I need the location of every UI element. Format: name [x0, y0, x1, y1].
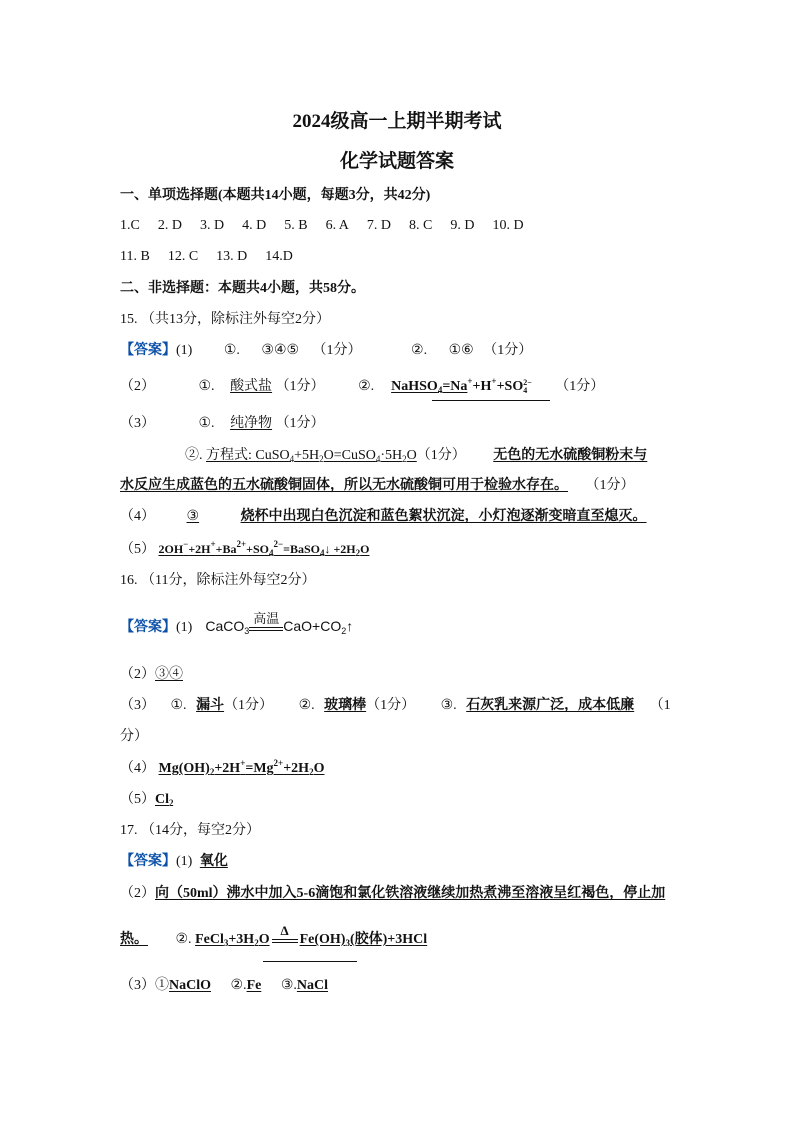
answer-value: NaClO: [169, 978, 211, 993]
choice-marker: ②.: [175, 932, 192, 947]
q16-part3: [120, 696, 671, 716]
choice-marker: ①.: [198, 379, 215, 394]
decomposition-equation: CaCO$_3$ 高温 $CaO+CO_2↑$: [205, 611, 354, 636]
score-note: （1分）: [312, 343, 362, 358]
q15-part2: [120, 377, 604, 397]
q17-header: 17. （14分，每空2分）: [120, 823, 260, 838]
part-label: (1): [176, 854, 193, 869]
choice-marker: ②.: [185, 448, 203, 463]
hydrate-equation: 方程式: $CuSO_4+5H_2O=CuSO_4\cdot 5H_2O$: [206, 448, 417, 464]
q16-part2: [120, 665, 195, 685]
score-note: （1分）: [224, 698, 274, 713]
part-label: （3）: [120, 698, 155, 713]
part-label: （5）: [120, 542, 155, 557]
part-label: (1): [176, 343, 193, 358]
answer-tag: 【答案】: [120, 620, 176, 635]
part-label: （4）: [120, 761, 155, 776]
part-label: (1): [176, 620, 193, 635]
dissolution-equation: $Mg(OH)_2+2H^+=Mg^{2+}+2H_2O$: [158, 758, 325, 777]
answer-underline: [263, 961, 357, 962]
answer-tag: 【答案】: [120, 343, 176, 358]
choice-marker: ①.: [223, 343, 240, 358]
q17-part2b: [120, 923, 457, 950]
q15-part3b: [185, 446, 647, 466]
choice-marker: ①: [155, 978, 169, 993]
q16-part5: [120, 790, 174, 810]
q17-part3: [120, 976, 328, 996]
mc-answers-row1: [120, 216, 542, 236]
q15-part4: [120, 507, 647, 527]
part-label: （2）: [120, 379, 155, 394]
q15-part5: [120, 539, 369, 560]
exam-title: 2024级高一上期半期考试: [292, 111, 502, 132]
answer-value: 酸式盐: [230, 379, 273, 394]
ionization-equation: NaHSO$_4$=Na++H++SO 2− 4: [391, 376, 532, 395]
choice-marker: ③.: [280, 978, 297, 993]
mc-answer: 10. D: [492, 218, 524, 233]
answer-value: 石灰乳来源广泛，成本低廉: [466, 698, 635, 713]
mc-answer: 9. D: [450, 218, 475, 233]
mc-answer: 13. D: [216, 249, 248, 264]
section2-heading: 二、非选择题：本题共4小题，共58分。: [120, 281, 365, 296]
q16-part4: [120, 759, 346, 779]
mc-answers-row2: [120, 247, 311, 267]
score-note: （1分）: [585, 478, 635, 493]
score-note: （1分）: [275, 379, 325, 394]
answer-value: NaCl: [296, 978, 329, 993]
q15-part3c: [120, 476, 635, 496]
score-note: （1分）: [275, 416, 325, 431]
answer-value: 纯净物: [230, 416, 273, 431]
answer-explanation: 烧杯中出现白色沉淀和蓝色絮状沉淀，小灯泡逐渐变暗直至熄灭。: [240, 509, 647, 524]
mc-answer: 5. B: [284, 218, 308, 233]
answer-value: ③: [186, 509, 200, 524]
mc-answer: 7. D: [366, 218, 392, 233]
answer-value: $Cl_2$: [155, 792, 174, 808]
part-label: （4）: [120, 509, 155, 524]
neutralization-equation: $2OH^-+2H^++Ba^{2+}+SO_4^{2-}=BaSO_4↓ +2H_2O$: [158, 539, 370, 558]
choice-marker: ②.: [411, 343, 428, 358]
mc-answer: 6. A: [325, 218, 349, 233]
answer-value: Fe: [246, 978, 262, 993]
choice-marker: ②.: [358, 379, 375, 394]
q15-part3a: [120, 414, 325, 434]
answer-value: 氧化: [199, 854, 228, 869]
part-label: （5）: [120, 792, 155, 807]
part-label: （2）: [120, 886, 155, 901]
section1-heading: 一、单项选择题(本题共14小题，每题3分，共42分): [120, 188, 431, 203]
answer-explanation: 热。: [120, 932, 148, 947]
score-note: （1分）: [416, 448, 466, 463]
q16-part1: [120, 611, 354, 638]
mc-answer: 3. D: [199, 218, 225, 233]
q15-header: 15. （共13分，除标注外每空2分）: [120, 312, 330, 327]
part-label: （2）: [120, 667, 155, 682]
q17-part1: [120, 852, 238, 872]
q15-part1: [120, 341, 532, 361]
answer-explanation: 向（50ml）沸水中加入5-6滴饱和氯化铁溶液继续加热煮沸至溶液呈红褐色，停止加: [155, 886, 666, 901]
score-note: （1分）: [366, 698, 416, 713]
mc-answer: 8. C: [409, 218, 433, 233]
score-note: （1分）: [483, 343, 533, 358]
mc-answer: 11. B: [120, 249, 150, 264]
hydrolysis-equation: $FeCl_3+3H_2O$ Δ $Fe(OH)_3$(胶体)+3HCl: [195, 923, 428, 948]
choice-marker: ①.: [170, 698, 187, 713]
q16-header: 16. （11分，除标注外每空2分）: [120, 573, 316, 588]
answer-value: 玻璃棒: [324, 698, 367, 713]
mc-answer: 12. C: [167, 249, 199, 264]
answer-explanation: 无色的无水硫酸铜粉末与: [493, 448, 648, 463]
choice-marker: ③.: [440, 698, 457, 713]
q17-part2a: [120, 884, 665, 904]
part-label: （3）: [120, 978, 155, 993]
score-note: （1分）: [555, 379, 605, 394]
mc-answer: 1.C: [120, 218, 140, 233]
choice-marker: ①.: [198, 416, 215, 431]
mc-answer: 2. D: [157, 218, 182, 233]
mc-answer: 14.D: [265, 249, 293, 264]
choice-marker: ②.: [298, 698, 315, 713]
answer-title: 化学试题答案: [339, 151, 454, 172]
answer-value: ③④: [155, 667, 183, 682]
answer-value: ①⑥: [448, 343, 474, 358]
answer-tag: 【答案】: [120, 854, 176, 869]
score-note: （1: [649, 698, 671, 713]
answer-value: 漏斗: [196, 698, 225, 713]
part-label: （3）: [120, 416, 155, 431]
answer-underline: [432, 400, 550, 401]
answer-value: ③④⑤: [261, 343, 300, 358]
answer-explanation: 水反应生成蓝色的五水硫酸铜固体，所以无水硫酸铜可用于检验水存在。: [120, 478, 568, 493]
mc-answer: 4. D: [242, 218, 267, 233]
choice-marker: ②.: [230, 978, 247, 993]
q16-part3-wrap: 分）: [120, 729, 148, 744]
